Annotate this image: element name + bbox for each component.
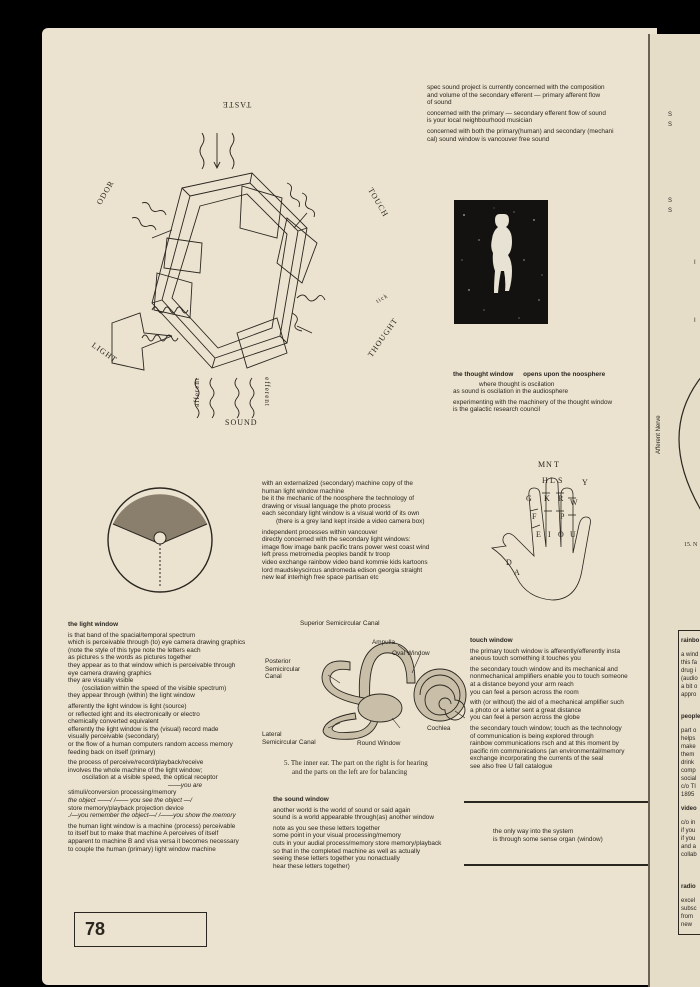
sound-window-line: cuts in your audial process/memory store memory/playback: [273, 839, 442, 847]
next-page-fragment: 1895: [681, 792, 695, 798]
light-window-line: (oscilation within the speed of the visible spectrum): [82, 684, 227, 692]
touch-window-line: rainbow communications rsch and at this moment by: [470, 740, 619, 748]
light-window-line: they are visually visible: [68, 677, 134, 685]
light-window-line: to itself but to make that machine A perceives of itself: [68, 830, 219, 838]
touch-window-line: a photo or a letter sent a great distance: [470, 706, 582, 714]
light-machine-line: left press metromedia peoples bandit tv troop: [262, 551, 390, 559]
hand-letter: M: [538, 460, 546, 469]
light-window-line: as pictures s the words as pictures together: [68, 654, 192, 662]
light-window-line: the process of perceive/record/playback/receive: [68, 759, 204, 767]
light-machine-text: [262, 480, 492, 582]
next-page-fragment: S: [668, 112, 673, 118]
light-window-line: visually perceivable (secondary): [68, 733, 159, 741]
next-page-fragment: if you: [681, 836, 696, 842]
thought-line: is the galactic research council: [453, 406, 541, 414]
light-machine-line: (there is a grey land kept inside a video camera box): [276, 517, 425, 525]
intro-line: concerned with both the primary(human) and secondary (mechani: [427, 127, 614, 135]
next-page-fragment: S: [668, 208, 673, 214]
sound-window-line: note as you see these letters together: [273, 824, 380, 832]
sense-windows-diagram: [82, 78, 342, 438]
ear-label-superior: Superior Semicircular Canal: [300, 620, 380, 627]
next-page-fragment: a bit o: [681, 684, 698, 690]
touch-window-line: the primary touch window is afferently/efferently insta: [470, 647, 621, 655]
next-page-fragment: appro: [681, 692, 697, 698]
light-window-title: the light window: [68, 621, 119, 628]
hand-letter: P: [560, 512, 565, 521]
ear-label-lateral: Lateral Semicircular Canal: [262, 731, 316, 746]
light-window-line: feeding back on itself (primary): [68, 748, 156, 756]
label-taste: TASTE: [222, 100, 252, 109]
touch-window-line: of communication is being explored through: [470, 732, 594, 740]
next-page-fragment: drug i: [681, 668, 697, 674]
ear-label-cochlea: Cochlea: [427, 725, 451, 732]
ear-label-round-window: Round Window: [357, 740, 401, 747]
light-window-line: the human light window is a machine (process) perceivable: [68, 822, 236, 830]
touch-window-line: see also free U fall catalogue: [470, 762, 553, 770]
light-window-line: ./—you remember the object—/ /——you show the memory: [68, 812, 236, 820]
hand-letter: S: [558, 476, 563, 485]
next-page-fragment: new: [681, 922, 693, 928]
sound-window-line: sound is a world appearable through(as) another window: [273, 814, 434, 822]
sound-window-line: so that in the completed machine as well as actually: [273, 847, 421, 855]
light-window-line: they appear as to that window which is perceivable through: [68, 661, 236, 669]
ear-caption: [284, 759, 484, 777]
light-window-line: they appear through (within) the light window: [68, 692, 195, 700]
next-page-fragment: radio: [681, 884, 696, 890]
sound-window-line: hear these letters together): [273, 862, 350, 870]
intro-line: of sound: [427, 99, 452, 107]
hand-letter: D: [506, 558, 512, 567]
next-page-fragment: c/o in: [681, 820, 696, 826]
thought-window-title: the thought window: [453, 371, 514, 378]
light-window-line: or the flow of a human computers random access memory: [68, 740, 233, 748]
next-page-fragment: Afferent Nerve: [656, 415, 662, 454]
hand-letter: Y: [582, 478, 588, 487]
light-window-line: involves the whole machine of the light window;: [68, 766, 203, 774]
intro-line: concerned with the primary — secondary efferent flow of sound: [427, 109, 606, 117]
hand-letter: O: [558, 530, 564, 539]
light-window-line: afferently the light window is light (source): [68, 702, 187, 710]
thought-window-title-b: opens upon the noosphere: [523, 371, 606, 378]
intro-line: and volume of the secondary efferent — primary afferent flow: [427, 91, 601, 99]
touch-window-title: touch window: [470, 637, 513, 644]
ear-caption-line: and the parts on the left are for balancing: [292, 768, 408, 776]
touch-window-line: nonmechanical amplifiers enable you to touch someone: [470, 673, 628, 681]
hand-letter: A: [514, 568, 520, 577]
light-window-line: stimuli/conversion processing/memory: [68, 789, 177, 797]
next-page-fragment: drink: [681, 760, 695, 766]
next-page-fragment: collab: [681, 852, 697, 858]
next-page-fragment: people: [681, 714, 700, 720]
light-window-line: or reflected ight and its electronically or electro: [68, 710, 200, 718]
touch-window-line: pacific rim communications (an environmental/memory: [470, 747, 625, 755]
next-page-fragment: part o: [681, 728, 697, 734]
next-page-fragment: subsc: [681, 906, 697, 912]
ear-label-ampulla: Ampulla: [372, 639, 396, 646]
light-machine-line: lord maudsleyscircus andromeda edison georgia straight: [262, 566, 423, 574]
touch-window-line: you can feel a person across the room: [470, 688, 579, 696]
touch-window-line: you can feel a person across the globe: [470, 714, 580, 722]
page-number-box: [74, 912, 207, 947]
hand-letter: U: [570, 530, 576, 539]
hand-letter: W: [570, 498, 578, 507]
hand-letter: K: [544, 494, 550, 503]
hand-letter: I: [548, 530, 551, 539]
magazine-page: [42, 28, 657, 985]
next-page-fragment: 15. N: [684, 542, 698, 548]
next-page-fragment: if you: [681, 828, 696, 834]
hand-letter: L: [550, 476, 555, 485]
touch-window-line: at a distance beyond your arm reach: [470, 680, 574, 688]
thought-line: where thought is oscilation: [479, 380, 555, 388]
adjacent-page-edge: [648, 34, 700, 987]
light-machine-line: new leaf interhigh free space partisan etc: [262, 574, 379, 582]
next-page-fragment: (audio: [681, 676, 698, 682]
light-window-line: (note the style of this type note the letters each: [68, 646, 201, 654]
light-machine-line: video exchange rainbow video band kommie kids kartoons: [262, 558, 428, 566]
next-page-fragment: helps: [681, 736, 696, 742]
next-page-fragment: from: [681, 914, 693, 920]
hand-letter: F: [532, 512, 537, 521]
label-light: LIGHT: [90, 340, 119, 365]
system-line: the only way into the system: [493, 828, 574, 835]
light-machine-line: each secondary light window is a visual world of its own: [262, 510, 420, 518]
light-machine-line: be it the mechanic of the noosphere the technology of: [262, 495, 415, 503]
next-page-fragment: c/o TI: [681, 784, 696, 790]
thought-window-text: [453, 371, 653, 414]
touch-window-text: [470, 637, 657, 771]
light-machine-line: with an externalized (secondary) machine copy of the: [262, 480, 413, 487]
next-page-fragment: and a: [681, 844, 697, 850]
thought-line: as sound is oscilation in the audiosphere: [453, 388, 569, 396]
next-page-fragment: social: [681, 776, 697, 782]
next-page-fragment: S: [668, 198, 673, 204]
nude-figure-photo: [454, 200, 548, 324]
label-tick: tick: [375, 293, 390, 305]
label-thought: THOUGHT: [366, 316, 400, 359]
next-page-fragment: make: [681, 744, 696, 750]
hand-letter: T: [554, 460, 559, 469]
eye-circle-diagram: [104, 484, 216, 596]
sound-window-line: some point in your visual processing/memory: [273, 832, 401, 840]
system-text: [493, 828, 657, 843]
light-machine-line: independent processes within vancouver: [262, 528, 378, 536]
light-machine-line: directly concerned with the secondary light windows:: [262, 536, 411, 544]
next-page-fragment: rainbo: [681, 638, 700, 644]
hand-letter: N: [546, 460, 552, 469]
light-machine-line: drawing or visual language the photo process: [262, 502, 391, 510]
sound-window-line: another world is the world of sound or said again: [273, 806, 411, 814]
touch-window-line: the secondary touch window and its mechanical and: [470, 665, 618, 673]
next-page-fragment: them: [681, 752, 695, 758]
hand-letter: E: [536, 530, 541, 539]
page-number: 78: [85, 919, 106, 939]
next-page-fragment: this fa: [681, 660, 698, 666]
next-page-fragment: a wind: [681, 652, 699, 658]
light-machine-line: human light window machine: [262, 487, 345, 495]
next-page-fragment: excel: [681, 898, 696, 904]
label-touch: TOUCH: [366, 186, 391, 219]
label-afferent: afferent: [192, 377, 201, 407]
hand-letter: R: [558, 494, 564, 503]
system-line: is through some sense organ (window): [493, 835, 603, 843]
light-machine-line: image flow image bank pacific trans power west coast wind: [262, 543, 430, 551]
divider-rule: [464, 801, 657, 803]
intro-line: cal) sound window is vancouver free sound: [427, 135, 550, 143]
light-window-line: efferently the light window is the (visual) record made: [68, 725, 219, 733]
light-window-line: chemically converted equivalent: [68, 718, 159, 726]
sound-window-line: seeing these letters together you nonactually: [273, 855, 400, 863]
light-window-line: which is perceivable through (to) eye camera drawing graphics: [68, 639, 246, 647]
touch-window-line: exchange incorporating the currents of the seal: [470, 755, 604, 763]
thought-line: experimenting with the machinery of the thought window: [453, 398, 613, 406]
divider-rule: [464, 864, 657, 866]
intro-text: [427, 84, 657, 143]
light-window-line: ——you are: [168, 781, 203, 789]
hand-alphabet-diagram: [482, 453, 607, 603]
touch-window-line: the secondary touch window; touch as the technology: [470, 724, 622, 732]
next-page-fragment: S: [668, 122, 673, 128]
sound-window-title: the sound window: [273, 796, 329, 803]
next-page-fragment: video: [681, 806, 697, 812]
light-window-line: apparent to machine B and visa versa it becomes necessary: [68, 838, 239, 846]
light-window-line: is that band of the spacial/temporal spectrum: [68, 631, 196, 639]
light-window-line: to couple the human (primary) light window machine: [68, 845, 216, 853]
label-odor: ODOR: [94, 178, 116, 207]
next-page-fragment: comp: [681, 768, 696, 774]
ear-label-posterior: Posterior Semicircular Canal: [265, 658, 301, 681]
ear-caption-line: 5. The inner ear. The part on the right is for hearing: [284, 759, 428, 767]
next-page-fragment: I: [694, 318, 696, 324]
hand-letter: H: [542, 476, 548, 485]
sound-window-text: [273, 796, 483, 870]
intro-line: is your local neighbourhood musician: [427, 117, 533, 125]
intro-line: spec sound project is currently concerned with the composition: [427, 84, 605, 91]
light-window-line: store memory/playback projection device: [68, 804, 184, 812]
hand-letter: G: [526, 494, 532, 503]
next-page-fragment: I: [694, 260, 696, 266]
touch-window-line: with (or without) the aid of a mechanical amplifier such: [470, 699, 624, 707]
label-efferent: efferent: [262, 377, 271, 407]
touch-window-line: aneous touch something it touches you: [470, 655, 581, 663]
light-window-line: eye camera drawing graphics: [68, 669, 152, 677]
light-window-line: the object ——/ /—— you see the object —/: [68, 797, 192, 805]
label-sound: SOUND: [225, 418, 258, 427]
ear-label-oval-window: Oval Window: [392, 650, 430, 657]
light-window-line: oscilation at a visible speed, the optical receptor: [82, 774, 218, 782]
